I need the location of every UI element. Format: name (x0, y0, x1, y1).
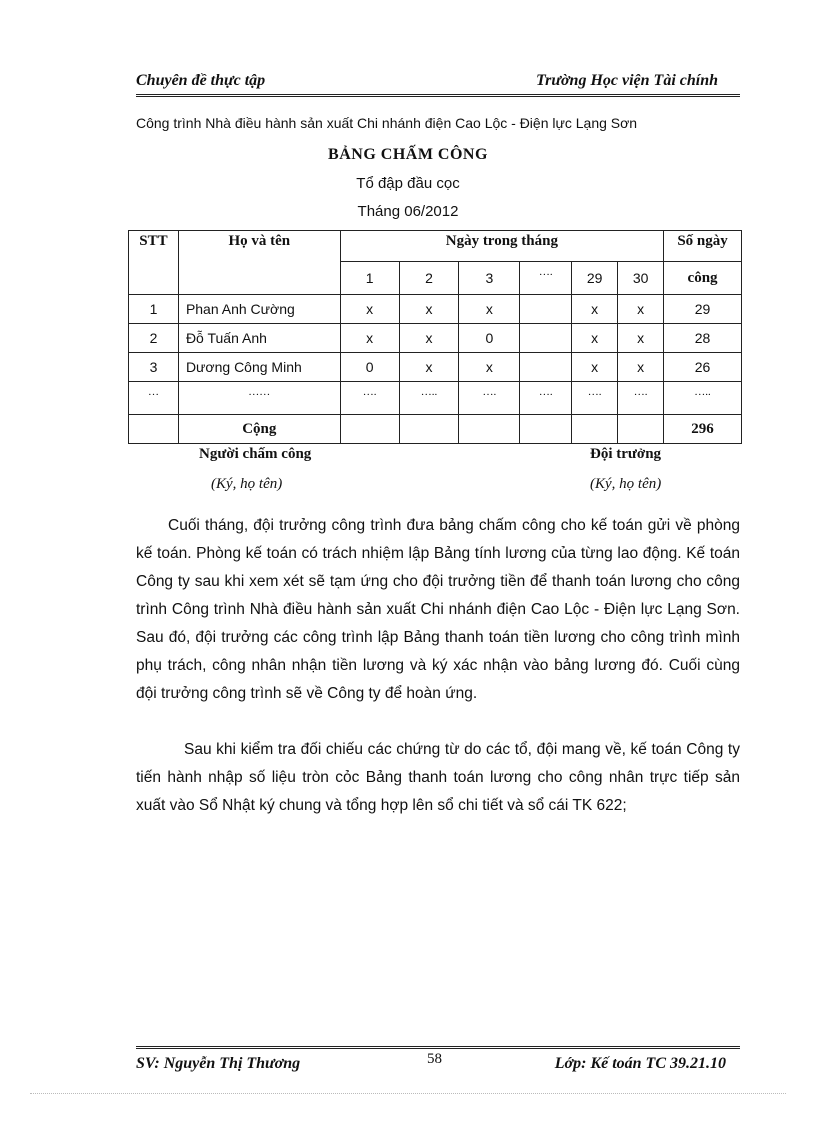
cell-stt: … (129, 382, 179, 415)
cell-day: x (572, 295, 618, 324)
signature-note: (Ký, họ tên) (211, 476, 283, 492)
paragraph-1: Cuối tháng, đội trưởng công trình đưa bảng chấm công cho kế toán gửi về phòng kế toán. Phòng kế toán có trách nhiệm lập Bảng tính lương của từng lao động. Kế toán Công ty sau khi xem xét sẽ tạm ứng cho đội trưởng tiền để thanh toán lương cho công trình Công trình Nhà điều hành sản xuất Chi nhánh điện Cao Lộc - Điện lực Lạng Sơn. Sau đó, đội trưởng các công trình lập Bảng thanh toán tiền lương cho công trình mình phụ trách, công nhân nhận tiền lương và ký xác nhận vào bảng lương đó. Cuối cùng đội trưởng công trình sẽ về Công ty để hoàn ứng. (136, 517, 740, 702)
sum-label: Cộng (178, 415, 340, 444)
cell-total: 29 (664, 295, 742, 324)
cell-empty (459, 415, 520, 444)
signature-team-leader (590, 446, 662, 492)
header-total-2: công (664, 262, 742, 295)
cell-day: ….. (399, 382, 459, 415)
cell-day (520, 295, 572, 324)
signature-note: (Ký, họ tên) (590, 476, 662, 492)
cell-day: x (572, 324, 618, 353)
page-number: 58 (427, 1051, 442, 1067)
cell-day: 0 (459, 324, 520, 353)
table-row (129, 295, 742, 324)
table-row (129, 353, 742, 382)
page-header (136, 70, 740, 97)
day-header: 29 (572, 262, 618, 295)
cell-day: x (618, 295, 664, 324)
paragraph-2: Sau khi kiểm tra đối chiếu các chứng từ do các tổ, đội mang về, kế toán Công ty tiến hành nhập số liệu tròn cỏc Bảng thanh toán lương cho công nhân trực tiếp sản xuất vào Sổ Nhật ký chung và tổng hợp lên sổ chi tiết và sổ cái TK 622; (136, 741, 740, 814)
cell-name: Phan Anh Cường (178, 295, 340, 324)
team-name: Tổ đập đầu cọc (356, 175, 460, 192)
day-header: 30 (618, 262, 664, 295)
day-header: 1 (340, 262, 399, 295)
cell-name: Dương Công Minh (178, 353, 340, 382)
header-left: Chuyên đề thực tập (136, 72, 266, 89)
project-line: Công trình Nhà điều hành sản xuất Chi nhánh điện Cao Lộc - Điện lực Lạng Sơn (136, 115, 638, 131)
attendance-table (128, 230, 742, 444)
day-header: …. (520, 262, 572, 295)
cell-stt: 3 (129, 353, 179, 382)
table-title: BẢNG CHẤM CÔNG (328, 146, 488, 163)
header-total: Số ngày (664, 231, 742, 262)
cell-day: 0 (340, 353, 399, 382)
cell-day: x (340, 295, 399, 324)
cell-day (520, 324, 572, 353)
cell-day: x (618, 324, 664, 353)
cell-day: x (459, 353, 520, 382)
header-days: Ngày trong tháng (340, 231, 663, 262)
sum-row (129, 415, 742, 444)
signature-timekeeper (199, 446, 312, 492)
cell-empty (129, 415, 179, 444)
cell-day: x (459, 295, 520, 324)
cell-total: ….. (664, 382, 742, 415)
cell-day: …. (618, 382, 664, 415)
signature-title: Người chấm công (199, 446, 312, 462)
footer-student: SV: Nguyễn Thị Thương (136, 1055, 301, 1072)
header-right: Trường Học viện Tài chính (535, 72, 718, 89)
cell-day: …. (572, 382, 618, 415)
cell-stt: 1 (129, 295, 179, 324)
cell-name: …… (178, 382, 340, 415)
day-header: 2 (399, 262, 459, 295)
cell-day: …. (340, 382, 399, 415)
cell-day: …. (520, 382, 572, 415)
cell-empty (572, 415, 618, 444)
cell-total: 26 (664, 353, 742, 382)
cell-stt: 2 (129, 324, 179, 353)
cell-day: x (399, 324, 459, 353)
page-footer (136, 1046, 740, 1077)
cell-day: x (399, 295, 459, 324)
cell-day: x (618, 353, 664, 382)
footer-class: Lớp: Kế toán TC 39.21.10 (554, 1055, 726, 1072)
cell-name: Đỗ Tuấn Anh (178, 324, 340, 353)
cell-day: …. (459, 382, 520, 415)
cell-day: x (399, 353, 459, 382)
cell-day (520, 353, 572, 382)
cell-empty (618, 415, 664, 444)
cell-empty (399, 415, 459, 444)
sum-total: 296 (664, 415, 742, 444)
cell-total: 28 (664, 324, 742, 353)
cell-day: x (572, 353, 618, 382)
signature-title: Đội trưởng (590, 446, 662, 462)
table-row (129, 382, 742, 415)
page-edge-divider (30, 1093, 786, 1094)
month-label: Tháng 06/2012 (357, 203, 459, 220)
header-name: Họ và tên (178, 231, 340, 295)
cell-empty (340, 415, 399, 444)
table-row (129, 324, 742, 353)
day-header: 3 (459, 262, 520, 295)
cell-day: x (340, 324, 399, 353)
cell-empty (520, 415, 572, 444)
header-stt: STT (129, 231, 179, 295)
